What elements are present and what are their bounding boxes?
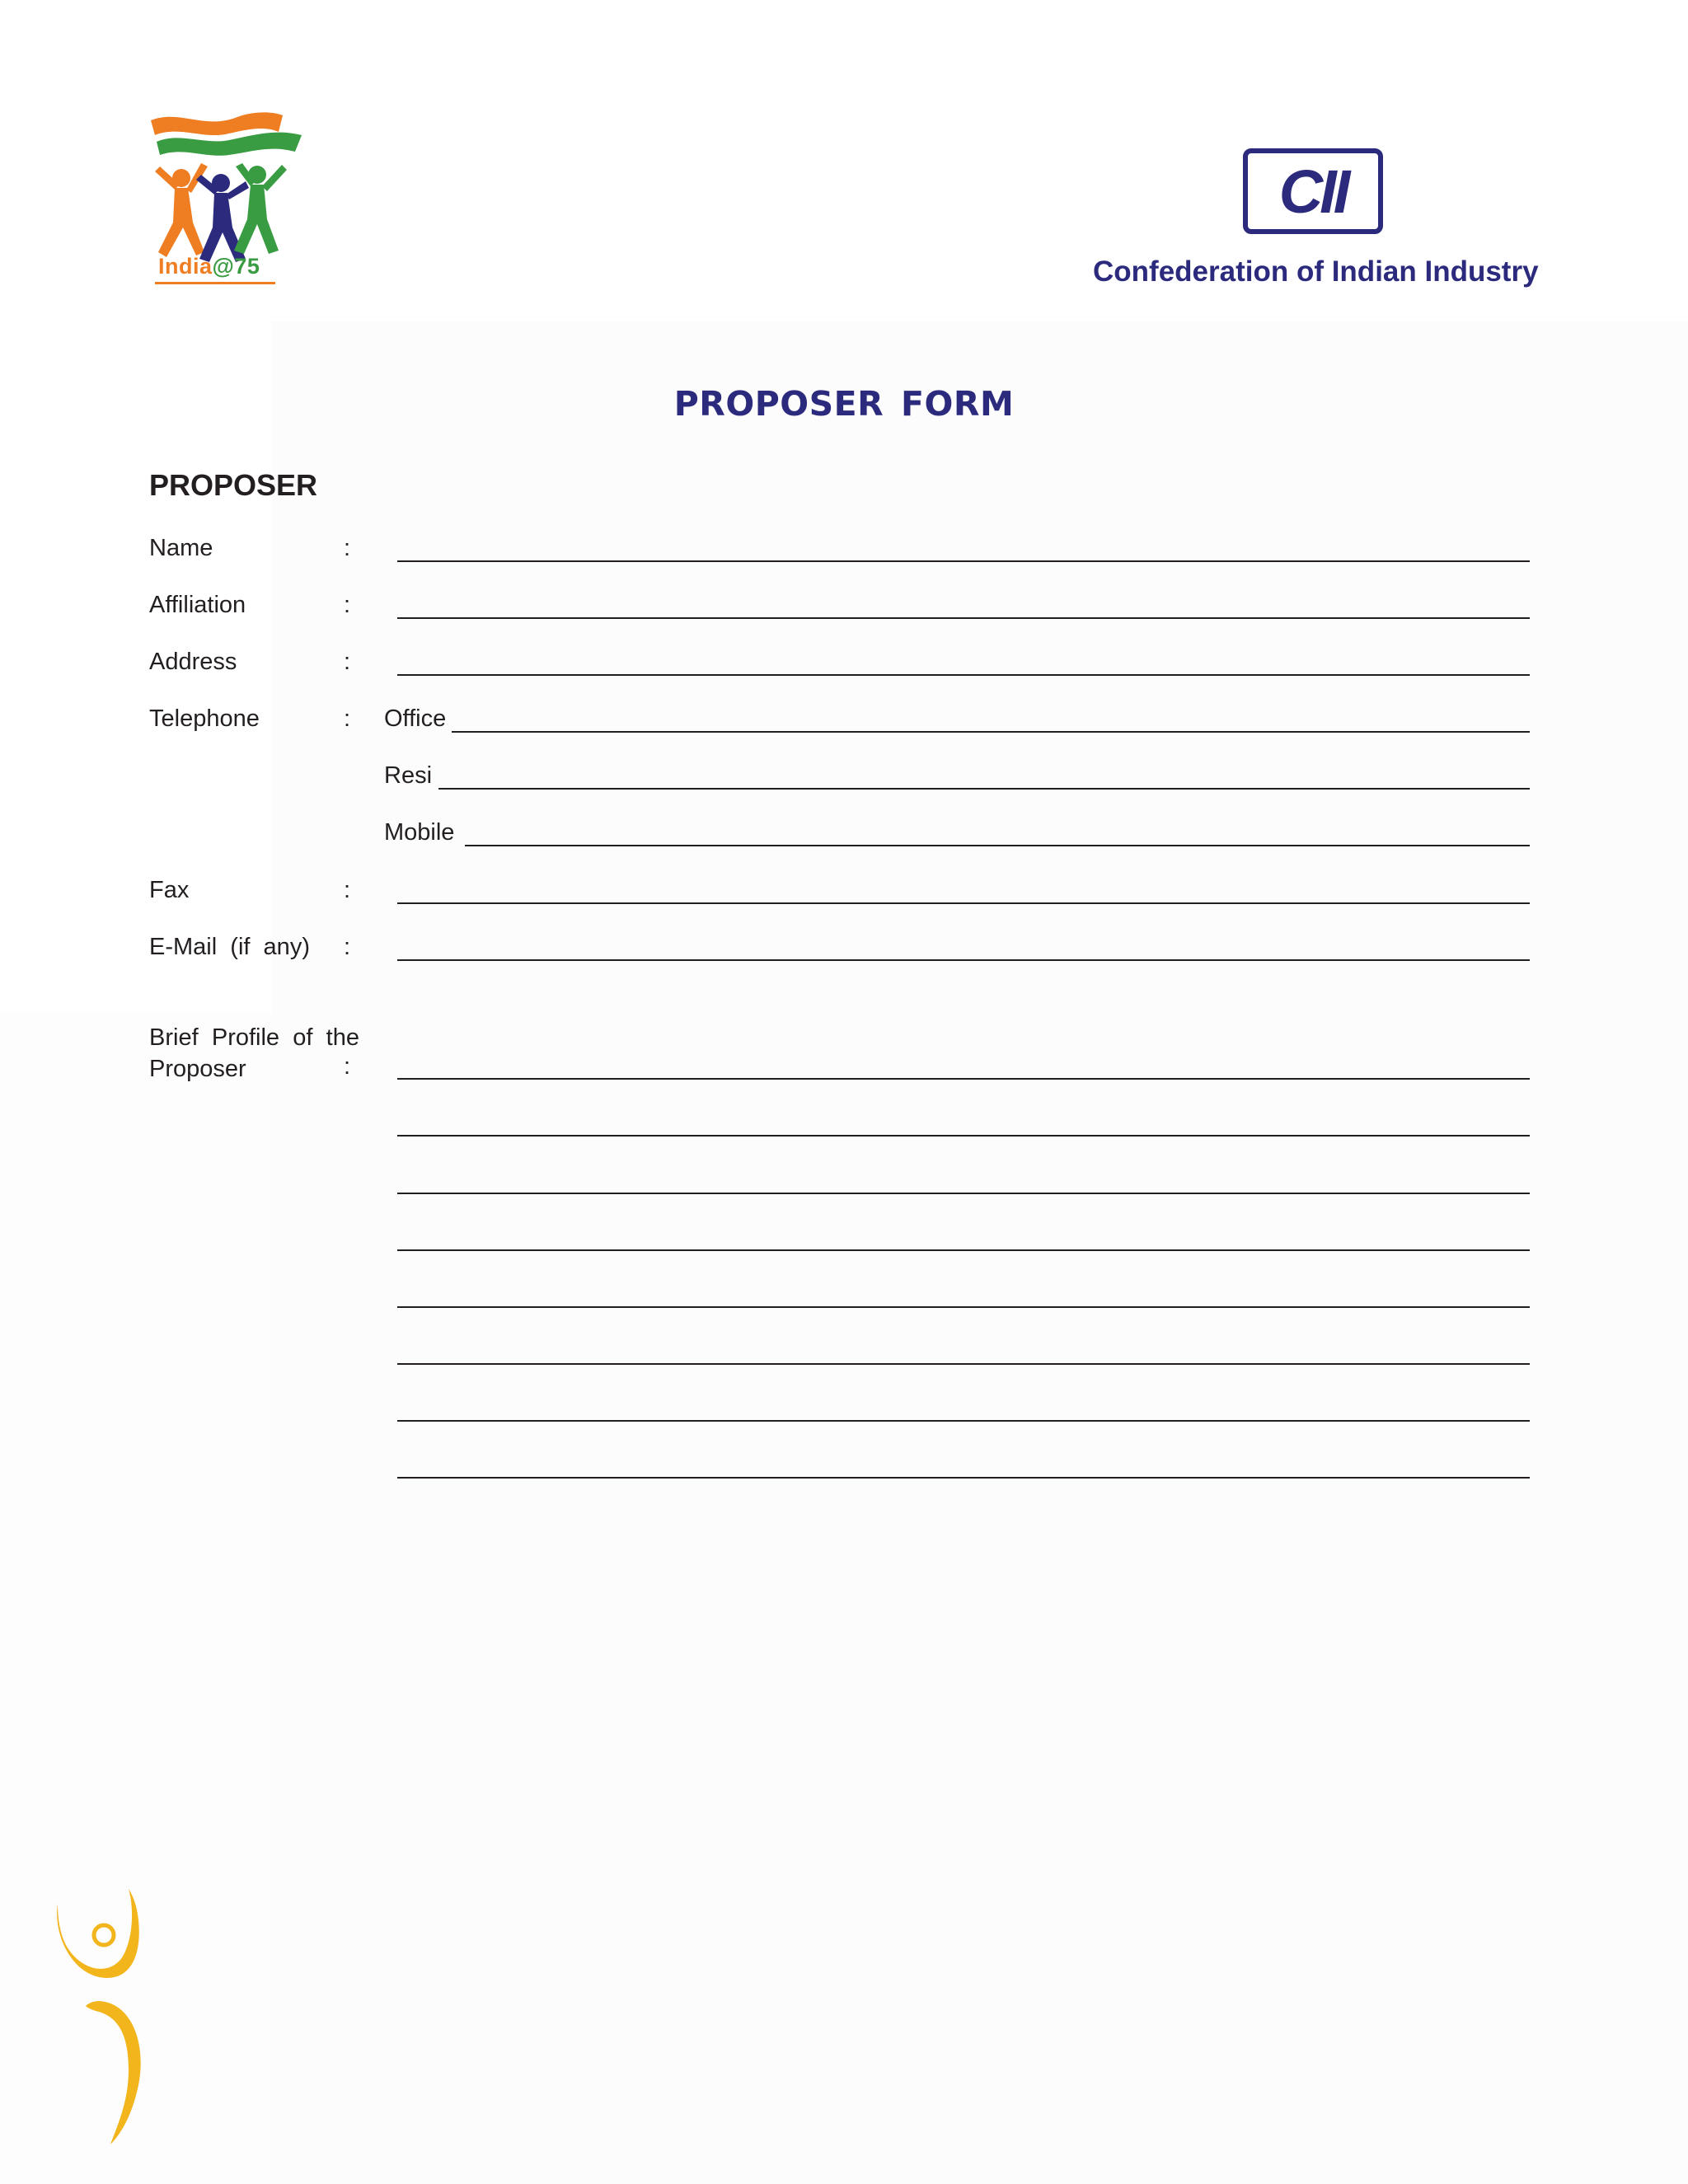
telephone-colon: : — [344, 705, 351, 732]
telephone-resi-field[interactable] — [438, 788, 1530, 790]
profile-label-line1: Brief Profile of the — [149, 1024, 359, 1051]
email-label: E-Mail (if any) — [149, 934, 310, 960]
affiliation-colon: : — [344, 592, 351, 618]
affiliation-field[interactable] — [397, 617, 1530, 619]
profile-line-5[interactable] — [397, 1306, 1530, 1308]
india-75-logo-text: India@75 — [158, 254, 260, 279]
cii-logo — [1243, 148, 1383, 234]
name-label: Name — [149, 535, 213, 561]
decorative-figure-icon — [49, 1887, 157, 2151]
address-label: Address — [149, 649, 237, 675]
page-title: PROPOSER FORM — [673, 384, 1015, 424]
section-heading: PROPOSER — [149, 468, 318, 502]
telephone-office-label: Office — [384, 705, 447, 732]
india-75-logo-underline — [155, 282, 275, 284]
telephone-office-field[interactable] — [452, 731, 1530, 733]
name-field[interactable] — [397, 560, 1530, 562]
profile-line-2[interactable] — [397, 1135, 1530, 1137]
cii-organization-name: Confederation of Indian Industry — [1093, 255, 1539, 288]
affiliation-label: Affiliation — [149, 592, 246, 618]
profile-line-1[interactable] — [397, 1078, 1530, 1080]
email-field[interactable] — [397, 959, 1530, 961]
email-colon: : — [344, 934, 351, 960]
telephone-resi-label: Resi — [384, 762, 433, 789]
profile-line-3[interactable] — [397, 1193, 1530, 1194]
profile-colon: : — [344, 1053, 351, 1080]
fax-label: Fax — [149, 877, 190, 903]
profile-label-line2: Proposer — [149, 1056, 246, 1082]
address-colon: : — [344, 649, 351, 675]
telephone-mobile-label: Mobile — [384, 819, 455, 846]
fax-field[interactable] — [397, 902, 1530, 904]
profile-label — [149, 1022, 359, 1085]
address-field[interactable] — [397, 674, 1530, 676]
cii-logo-mark: CII — [1278, 157, 1348, 226]
telephone-label: Telephone — [149, 705, 260, 732]
name-colon: : — [344, 535, 351, 561]
telephone-mobile-field[interactable] — [465, 845, 1530, 846]
profile-line-8[interactable] — [397, 1477, 1530, 1479]
profile-line-6[interactable] — [397, 1363, 1530, 1365]
page-panel — [272, 321, 1688, 2184]
profile-line-7[interactable] — [397, 1420, 1530, 1422]
fax-colon: : — [344, 877, 351, 903]
profile-line-4[interactable] — [397, 1249, 1530, 1251]
